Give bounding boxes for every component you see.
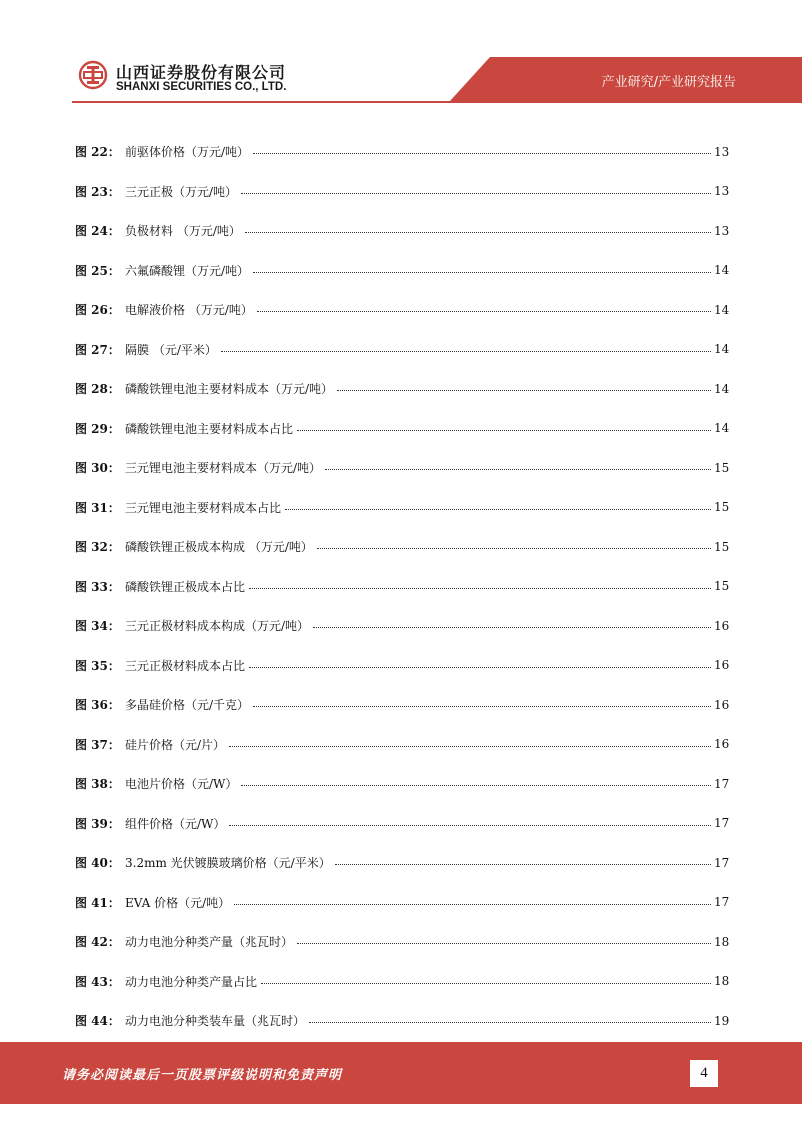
figure-number: 图 31：: [75, 500, 120, 515]
figure-title: 磷酸铁锂电池主要材料成本（万元/吨）: [125, 382, 334, 397]
figure-page-number: 19: [714, 1013, 730, 1028]
dot-leader: [261, 983, 711, 984]
figure-title: 动力电池分种类产量占比: [125, 974, 258, 989]
dot-leader: [229, 825, 711, 826]
dot-leader: [221, 351, 711, 352]
dot-leader: [325, 469, 711, 470]
toc-entry[interactable]: [75, 1001, 728, 1041]
figure-title: 负极材料 （万元/吨）: [125, 224, 241, 239]
figure-title: 隔膜 （元/平米）: [125, 342, 217, 357]
figure-number: 图 24：: [75, 224, 120, 239]
figure-title: 电解液价格 （万元/吨）: [125, 303, 253, 318]
figure-page-number: 15: [714, 460, 730, 475]
toc-entry[interactable]: [75, 922, 728, 962]
toc-entry[interactable]: [75, 764, 728, 804]
figure-page-number: 15: [714, 539, 730, 554]
figure-title: 三元正极材料成本构成（万元/吨）: [125, 619, 310, 634]
toc-entry[interactable]: [75, 369, 728, 409]
page-number: 4: [690, 1060, 718, 1087]
toc-entry[interactable]: [75, 646, 728, 686]
figure-number: 图 44：: [75, 1014, 120, 1029]
toc-entry[interactable]: [75, 172, 728, 212]
figure-title: 六氟磷酸锂（万元/吨）: [125, 263, 250, 278]
figure-number: 图 29：: [75, 421, 120, 436]
figure-page-number: 18: [714, 934, 730, 949]
figure-number: 图 22：: [75, 145, 120, 160]
dot-leader: [337, 390, 711, 391]
figure-page-number: 13: [714, 223, 730, 238]
toc-entry[interactable]: [75, 883, 728, 923]
figure-number: 图 40：: [75, 856, 120, 871]
figure-title: EVA 价格（元/吨）: [125, 895, 231, 910]
figure-page-number: 16: [714, 658, 730, 673]
figure-number: 图 30：: [75, 461, 120, 476]
figure-number: 图 41：: [75, 895, 120, 910]
figure-number: 图 35：: [75, 658, 120, 673]
figure-number: 图 25：: [75, 263, 120, 278]
figure-title: 动力电池分种类装车量（兆瓦时）: [125, 1014, 306, 1029]
figure-page-number: 16: [714, 618, 730, 633]
dot-leader: [234, 904, 711, 905]
dot-leader: [285, 509, 711, 510]
figure-page-number: 13: [714, 144, 730, 159]
figure-page-number: 14: [714, 421, 730, 436]
dot-leader: [297, 430, 711, 431]
toc-entry[interactable]: [75, 567, 728, 607]
toc-entry[interactable]: [75, 330, 728, 370]
dot-leader: [335, 864, 711, 865]
toc-entry[interactable]: [75, 527, 728, 567]
toc-entry[interactable]: [75, 962, 728, 1002]
figure-title: 硅片价格（元/片）: [125, 737, 226, 752]
shanxi-securities-logo-icon: [78, 60, 108, 90]
figure-number: 图 38：: [75, 777, 120, 792]
figure-number: 图 39：: [75, 816, 120, 831]
figure-number: 图 32：: [75, 540, 120, 555]
toc-entry[interactable]: [75, 448, 728, 488]
figure-number: 图 27：: [75, 342, 120, 357]
page-footer: [0, 1042, 802, 1104]
toc-entry[interactable]: [75, 804, 728, 844]
figure-title: 电池片价格（元/W）: [125, 777, 238, 792]
figure-page-number: 17: [714, 776, 730, 791]
figure-page-number: 13: [714, 184, 730, 199]
figure-number: 图 28：: [75, 382, 120, 397]
figure-title: 动力电池分种类产量（兆瓦时）: [125, 935, 294, 950]
figure-number: 图 23：: [75, 184, 120, 199]
figure-page-number: 16: [714, 697, 730, 712]
toc-entry[interactable]: [75, 685, 728, 725]
page-header: [0, 0, 802, 104]
figure-page-number: 15: [714, 579, 730, 594]
figure-title: 磷酸铁锂电池主要材料成本占比: [125, 421, 294, 436]
figure-page-number: 18: [714, 974, 730, 989]
dot-leader: [257, 311, 711, 312]
figure-title: 三元正极（万元/吨）: [125, 184, 238, 199]
toc-entry[interactable]: [75, 211, 728, 251]
figure-page-number: 16: [714, 737, 730, 752]
figure-number: 图 34：: [75, 619, 120, 634]
toc-entry[interactable]: [75, 488, 728, 528]
toc-entry[interactable]: [75, 132, 728, 172]
figure-number: 图 26：: [75, 303, 120, 318]
figure-page-number: 14: [714, 342, 730, 357]
figure-title: 三元正极材料成本占比: [125, 658, 246, 673]
figure-title: 多晶硅价格（元/千克）: [125, 698, 250, 713]
toc-entry[interactable]: [75, 251, 728, 291]
toc-entry[interactable]: [75, 725, 728, 765]
figure-page-number: 15: [714, 500, 730, 515]
figure-page-number: 17: [714, 816, 730, 831]
company-name-en: SHANXI SECURITIES CO., LTD.: [116, 81, 287, 93]
dot-leader: [249, 588, 711, 589]
figure-page-number: 17: [714, 855, 730, 870]
disclaimer-text: 请务必阅读最后一页股票评级说明和免责声明: [62, 1068, 343, 1083]
figure-list: [75, 132, 728, 1041]
dot-leader: [249, 667, 711, 668]
figure-title: 前驱体价格（万元/吨）: [125, 145, 250, 160]
figure-page-number: 14: [714, 381, 730, 396]
figure-page-number: 17: [714, 895, 730, 910]
dot-leader: [317, 548, 711, 549]
figure-title: 组件价格（元/W）: [125, 816, 226, 831]
dot-leader: [241, 193, 711, 194]
figure-title: 三元锂电池主要材料成本占比: [125, 500, 282, 515]
figure-title: 磷酸铁锂正极成本构成 （万元/吨）: [125, 540, 313, 555]
figure-number: 图 36：: [75, 698, 120, 713]
toc-entry[interactable]: [75, 290, 728, 330]
dot-leader: [313, 627, 711, 628]
dot-leader: [241, 785, 711, 786]
dot-leader: [253, 706, 711, 707]
figure-number: 图 42：: [75, 935, 120, 950]
header-divider: [72, 101, 802, 103]
figure-title: 3.2mm 光伏镀膜玻璃价格（元/平米）: [125, 856, 331, 871]
report-type-label: 产业研究/产业研究报告: [601, 75, 736, 90]
figure-page-number: 14: [714, 302, 730, 317]
figure-title: 磷酸铁锂正极成本占比: [125, 579, 246, 594]
figure-number: 图 43：: [75, 974, 120, 989]
toc-entry[interactable]: [75, 606, 728, 646]
toc-entry[interactable]: [75, 409, 728, 449]
dot-leader: [253, 153, 711, 154]
dot-leader: [253, 272, 711, 273]
dot-leader: [309, 1022, 711, 1023]
company-name-cn: 山西证券股份有限公司: [116, 63, 287, 82]
dot-leader: [229, 746, 711, 747]
figure-number: 图 37：: [75, 737, 120, 752]
dot-leader: [245, 232, 711, 233]
figure-page-number: 14: [714, 263, 730, 278]
figure-title: 三元锂电池主要材料成本（万元/吨）: [125, 461, 322, 476]
figure-number: 图 33：: [75, 579, 120, 594]
toc-entry[interactable]: [75, 843, 728, 883]
dot-leader: [297, 943, 711, 944]
